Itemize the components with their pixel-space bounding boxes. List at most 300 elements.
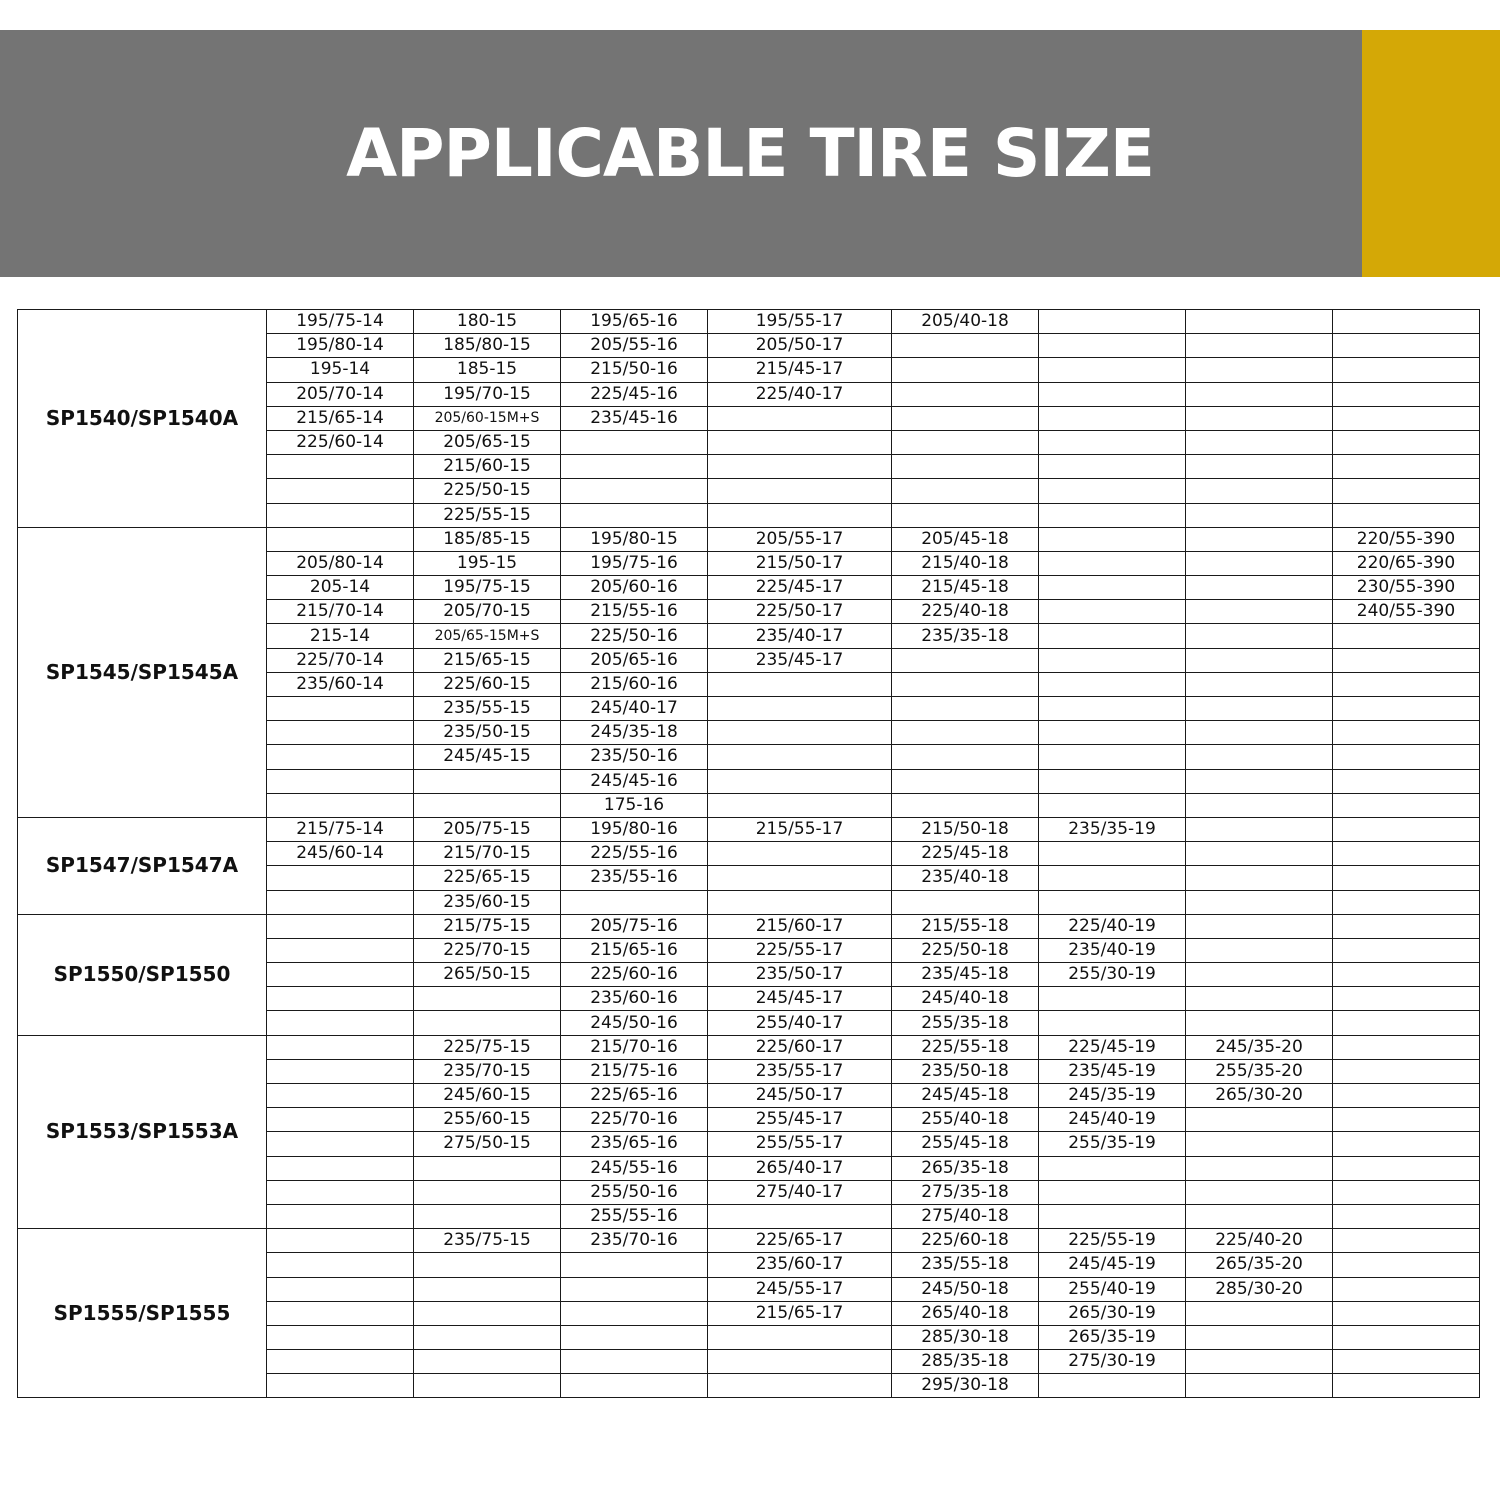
tire-size-table (17, 309, 1480, 1398)
tire-size-cell (1186, 358, 1333, 382)
tire-size-cell: 215/65-17 (708, 1301, 892, 1325)
tire-size-cell (1186, 890, 1333, 914)
tire-size-cell (267, 963, 414, 987)
tire-size-cell (1186, 527, 1333, 551)
tire-size-cell (1186, 1180, 1333, 1204)
tire-size-cell (1039, 600, 1186, 624)
tire-size-cell (1333, 914, 1480, 938)
tire-size-cell (892, 648, 1039, 672)
tire-size-cell (1186, 1374, 1333, 1398)
tire-size-cell: 245/50-17 (708, 1084, 892, 1108)
tire-size-cell (892, 406, 1039, 430)
tire-size-cell (708, 672, 892, 696)
tire-size-cell (1186, 600, 1333, 624)
model-name-cell: SP1553/SP1553A (18, 1035, 267, 1229)
tire-size-cell (1039, 1204, 1186, 1228)
tire-size-cell: 245/45-16 (561, 769, 708, 793)
tire-size-cell (267, 1277, 414, 1301)
tire-size-cell (267, 455, 414, 479)
tire-size-cell (1039, 310, 1186, 334)
tire-size-cell (267, 938, 414, 962)
tire-size-cell (1333, 624, 1480, 648)
tire-size-cell: 185-15 (414, 358, 561, 382)
table-row (18, 914, 1480, 938)
tire-size-cell (561, 1325, 708, 1349)
tire-size-cell (892, 334, 1039, 358)
table-row (18, 527, 1480, 551)
tire-size-cell (1333, 1132, 1480, 1156)
tire-size-cell: 245/35-18 (561, 721, 708, 745)
model-name-cell: SP1555/SP1555 (18, 1229, 267, 1398)
tire-size-cell (267, 1011, 414, 1035)
tire-size-cell (414, 1253, 561, 1277)
tire-size-cell: 245/55-16 (561, 1156, 708, 1180)
tire-size-cell (414, 1325, 561, 1349)
tire-size-cell (1333, 1374, 1480, 1398)
tire-size-cell (1333, 1350, 1480, 1374)
tire-size-cell (1039, 793, 1186, 817)
tire-size-cell: 235/40-19 (1039, 938, 1186, 962)
tire-size-cell (1186, 672, 1333, 696)
tire-size-cell: 225/45-18 (892, 842, 1039, 866)
tire-size-cell (1039, 672, 1186, 696)
tire-size-cell (1039, 1374, 1186, 1398)
tire-size-cell: 225/40-18 (892, 600, 1039, 624)
tire-size-cell (267, 1059, 414, 1083)
tire-size-cell (1333, 334, 1480, 358)
tire-size-cell (892, 503, 1039, 527)
tire-size-cell (561, 503, 708, 527)
tire-size-cell (1186, 455, 1333, 479)
tire-size-cell (1333, 479, 1480, 503)
model-name-cell: SP1547/SP1547A (18, 817, 267, 914)
tire-size-cell (1186, 914, 1333, 938)
tire-size-cell (1333, 382, 1480, 406)
tire-size-cell (267, 1229, 414, 1253)
tire-size-cell (1186, 382, 1333, 406)
tire-size-cell: 225/50-15 (414, 479, 561, 503)
tire-size-cell: 215/60-16 (561, 672, 708, 696)
tire-size-cell (267, 527, 414, 551)
tire-size-cell: 245/40-19 (1039, 1108, 1186, 1132)
tire-size-cell: 215/60-15 (414, 455, 561, 479)
tire-size-cell: 215/40-18 (892, 551, 1039, 575)
tire-size-cell: 235/55-16 (561, 866, 708, 890)
tire-size-cell (267, 745, 414, 769)
tire-size-cell (1333, 866, 1480, 890)
tire-size-cell: 255/60-15 (414, 1108, 561, 1132)
tire-size-cell: 235/50-16 (561, 745, 708, 769)
tire-size-cell: 295/30-18 (892, 1374, 1039, 1398)
tire-size-cell: 205/65-15M+S (414, 624, 561, 648)
tire-size-cell: 215/60-17 (708, 914, 892, 938)
tire-size-cell: 265/30-19 (1039, 1301, 1186, 1325)
tire-size-cell: 245/45-19 (1039, 1253, 1186, 1277)
tire-size-cell (267, 1156, 414, 1180)
tire-size-cell: 255/55-16 (561, 1204, 708, 1228)
tire-size-cell: 225/50-16 (561, 624, 708, 648)
page-title: APPLICABLE TIRE SIZE (346, 115, 1154, 192)
tire-size-cell: 205/65-16 (561, 648, 708, 672)
tire-size-cell (1333, 769, 1480, 793)
tire-size-cell (561, 1277, 708, 1301)
tire-size-cell (1333, 310, 1480, 334)
tire-size-cell (267, 1204, 414, 1228)
tire-size-cell (708, 769, 892, 793)
tire-size-cell: 215/70-14 (267, 600, 414, 624)
tire-size-cell (1333, 793, 1480, 817)
tire-size-cell: 215/55-16 (561, 600, 708, 624)
tire-size-cell: 225/45-19 (1039, 1035, 1186, 1059)
tire-size-table-body (18, 310, 1480, 1398)
tire-size-cell: 195/65-16 (561, 310, 708, 334)
tire-size-cell (1333, 1156, 1480, 1180)
tire-size-cell: 205/75-15 (414, 817, 561, 841)
tire-size-cell: 225/70-15 (414, 938, 561, 962)
tire-size-cell (1333, 455, 1480, 479)
tire-size-cell (1186, 1011, 1333, 1035)
tire-size-cell (267, 769, 414, 793)
tire-size-cell: 195/75-14 (267, 310, 414, 334)
tire-size-cell (1186, 1325, 1333, 1349)
tire-size-cell (1039, 479, 1186, 503)
tire-size-cell (708, 1350, 892, 1374)
model-name-cell: SP1550/SP1550 (18, 914, 267, 1035)
tire-size-cell (267, 987, 414, 1011)
tire-size-cell (708, 890, 892, 914)
tire-size-cell (708, 842, 892, 866)
tire-size-cell: 195/75-15 (414, 576, 561, 600)
tire-size-cell: 175-16 (561, 793, 708, 817)
tire-size-cell: 205/70-14 (267, 382, 414, 406)
tire-size-cell (1333, 1325, 1480, 1349)
tire-size-cell (1039, 551, 1186, 575)
tire-size-cell: 195/80-16 (561, 817, 708, 841)
tire-size-cell: 225/45-16 (561, 382, 708, 406)
tire-size-cell (1039, 503, 1186, 527)
tire-size-cell: 245/45-18 (892, 1084, 1039, 1108)
tire-size-cell: 195-15 (414, 551, 561, 575)
tire-size-cell (267, 1180, 414, 1204)
tire-size-cell (414, 769, 561, 793)
tire-size-cell (1333, 1253, 1480, 1277)
tire-size-cell (892, 455, 1039, 479)
tire-size-cell (267, 1325, 414, 1349)
tire-size-cell (1333, 1084, 1480, 1108)
tire-size-cell: 265/35-19 (1039, 1325, 1186, 1349)
tire-size-cell (1039, 648, 1186, 672)
tire-size-cell: 235/75-15 (414, 1229, 561, 1253)
table-row (18, 310, 1480, 334)
tire-size-cell: 235/60-17 (708, 1253, 892, 1277)
tire-size-cell (1186, 1204, 1333, 1228)
tire-size-cell: 235/55-18 (892, 1253, 1039, 1277)
tire-size-cell (1039, 358, 1186, 382)
tire-size-cell (1039, 527, 1186, 551)
tire-size-cell: 235/60-15 (414, 890, 561, 914)
tire-size-cell (414, 1156, 561, 1180)
tire-size-cell (1333, 817, 1480, 841)
tire-size-cell (1186, 479, 1333, 503)
tire-size-cell (708, 1325, 892, 1349)
tire-size-cell: 215/75-16 (561, 1059, 708, 1083)
tire-size-cell (1039, 1156, 1186, 1180)
tire-size-cell (414, 1180, 561, 1204)
tire-size-cell (1186, 793, 1333, 817)
tire-size-cell (1186, 697, 1333, 721)
tire-size-cell: 185/80-15 (414, 334, 561, 358)
model-name-cell: SP1540/SP1540A (18, 310, 267, 528)
tire-size-cell: 235/55-17 (708, 1059, 892, 1083)
tire-size-cell: 215/70-15 (414, 842, 561, 866)
tire-size-cell (267, 1132, 414, 1156)
tire-size-cell: 225/60-15 (414, 672, 561, 696)
tire-size-cell: 220/55-390 (1333, 527, 1480, 551)
tire-size-cell (1333, 963, 1480, 987)
tire-size-cell (892, 358, 1039, 382)
tire-size-cell (1186, 769, 1333, 793)
tire-size-cell: 235/60-14 (267, 672, 414, 696)
tire-size-cell (1039, 987, 1186, 1011)
tire-size-cell: 225/50-18 (892, 938, 1039, 962)
tire-size-cell: 235/60-16 (561, 987, 708, 1011)
tire-size-cell (267, 866, 414, 890)
tire-size-cell (708, 479, 892, 503)
tire-size-cell (1186, 648, 1333, 672)
tire-size-cell: 225/60-17 (708, 1035, 892, 1059)
tire-size-cell (1333, 1277, 1480, 1301)
tire-size-cell: 265/35-20 (1186, 1253, 1333, 1277)
tire-size-cell (1186, 576, 1333, 600)
tire-size-cell: 225/55-15 (414, 503, 561, 527)
tire-size-cell: 225/40-20 (1186, 1229, 1333, 1253)
tire-size-cell: 215/50-18 (892, 817, 1039, 841)
tire-size-cell (1039, 576, 1186, 600)
tire-size-cell (1333, 938, 1480, 962)
tire-size-cell: 205-14 (267, 576, 414, 600)
tire-size-cell: 215-14 (267, 624, 414, 648)
tire-size-cell: 225/40-17 (708, 382, 892, 406)
tire-size-cell (1186, 430, 1333, 454)
tire-size-cell (414, 793, 561, 817)
tire-size-cell (1333, 745, 1480, 769)
tire-size-cell (1039, 455, 1186, 479)
tire-size-cell (1186, 503, 1333, 527)
tire-size-cell: 245/55-17 (708, 1277, 892, 1301)
tire-size-cell (1186, 817, 1333, 841)
tire-size-cell (1333, 672, 1480, 696)
tire-size-cell: 235/35-19 (1039, 817, 1186, 841)
tire-size-cell (561, 1253, 708, 1277)
tire-size-cell: 225/65-15 (414, 866, 561, 890)
tire-size-cell: 225/60-14 (267, 430, 414, 454)
tire-size-cell (267, 1108, 414, 1132)
tire-size-cell: 245/35-20 (1186, 1035, 1333, 1059)
tire-size-cell (1333, 987, 1480, 1011)
tire-size-cell: 255/35-18 (892, 1011, 1039, 1035)
tire-size-cell (1039, 382, 1186, 406)
tire-size-cell (1333, 1108, 1480, 1132)
tire-size-cell: 235/70-15 (414, 1059, 561, 1083)
tire-size-cell: 215/45-18 (892, 576, 1039, 600)
tire-size-cell: 245/40-17 (561, 697, 708, 721)
tire-size-cell: 255/40-18 (892, 1108, 1039, 1132)
tire-size-cell (708, 793, 892, 817)
tire-size-cell: 225/55-18 (892, 1035, 1039, 1059)
tire-size-cell: 225/55-19 (1039, 1229, 1186, 1253)
tire-size-cell (1333, 1011, 1480, 1035)
tire-size-cell: 215/55-17 (708, 817, 892, 841)
tire-size-cell (561, 1374, 708, 1398)
tire-size-cell (1039, 1180, 1186, 1204)
tire-size-cell: 235/45-16 (561, 406, 708, 430)
tire-size-cell (1039, 624, 1186, 648)
tire-size-cell (561, 455, 708, 479)
tire-size-cell (561, 430, 708, 454)
tire-size-cell: 245/35-19 (1039, 1084, 1186, 1108)
tire-size-cell (1186, 987, 1333, 1011)
tire-size-cell (1186, 1132, 1333, 1156)
tire-size-cell (561, 1350, 708, 1374)
tire-size-cell: 225/60-16 (561, 963, 708, 987)
tire-size-cell (1186, 866, 1333, 890)
tire-size-cell (1186, 1350, 1333, 1374)
tire-size-cell (267, 721, 414, 745)
tire-size-cell: 255/40-17 (708, 1011, 892, 1035)
tire-size-cell: 205/45-18 (892, 527, 1039, 551)
tire-size-cell: 235/65-16 (561, 1132, 708, 1156)
tire-size-cell (708, 406, 892, 430)
tire-size-cell (1039, 721, 1186, 745)
tire-size-cell (267, 890, 414, 914)
tire-size-cell: 205/75-16 (561, 914, 708, 938)
tire-size-cell: 235/45-17 (708, 648, 892, 672)
tire-size-cell (708, 503, 892, 527)
tire-size-cell (1186, 963, 1333, 987)
tire-size-cell: 285/30-18 (892, 1325, 1039, 1349)
tire-size-cell: 255/45-18 (892, 1132, 1039, 1156)
tire-size-cell: 255/35-19 (1039, 1132, 1186, 1156)
tire-size-cell: 225/55-17 (708, 938, 892, 962)
tire-size-cell: 265/40-17 (708, 1156, 892, 1180)
tire-size-cell (892, 745, 1039, 769)
tire-size-cell: 215/65-14 (267, 406, 414, 430)
tire-size-cell (1333, 503, 1480, 527)
tire-size-cell: 205/40-18 (892, 310, 1039, 334)
tire-size-cell (892, 382, 1039, 406)
tire-size-cell (1333, 1059, 1480, 1083)
tire-size-cell: 225/45-17 (708, 576, 892, 600)
tire-size-cell (892, 890, 1039, 914)
tire-size-cell: 205/70-15 (414, 600, 561, 624)
tire-size-cell (267, 1350, 414, 1374)
tire-size-cell: 235/45-18 (892, 963, 1039, 987)
tire-size-cell: 255/45-17 (708, 1108, 892, 1132)
tire-size-cell (1186, 938, 1333, 962)
tire-size-cell: 195/80-14 (267, 334, 414, 358)
tire-size-cell: 205/65-15 (414, 430, 561, 454)
tire-size-cell (1039, 430, 1186, 454)
tire-size-cell: 195/55-17 (708, 310, 892, 334)
tire-size-cell: 225/75-15 (414, 1035, 561, 1059)
tire-size-cell: 215/55-18 (892, 914, 1039, 938)
table-row (18, 1035, 1480, 1059)
tire-size-cell (1186, 551, 1333, 575)
tire-size-cell (1039, 769, 1186, 793)
tire-size-cell: 225/65-17 (708, 1229, 892, 1253)
tire-size-cell (1039, 406, 1186, 430)
tire-size-cell (267, 1374, 414, 1398)
tire-size-cell (1333, 1204, 1480, 1228)
tire-size-cell (1186, 624, 1333, 648)
tire-size-cell (1333, 697, 1480, 721)
tire-size-cell (1039, 842, 1186, 866)
tire-size-cell: 215/50-16 (561, 358, 708, 382)
tire-size-cell: 235/35-18 (892, 624, 1039, 648)
tire-size-cell: 275/35-18 (892, 1180, 1039, 1204)
tire-size-cell (267, 1084, 414, 1108)
tire-size-cell (1333, 1229, 1480, 1253)
tire-size-cell: 180-15 (414, 310, 561, 334)
tire-size-cell (1186, 842, 1333, 866)
table-row (18, 817, 1480, 841)
tire-size-cell (1186, 721, 1333, 745)
tire-size-cell (1039, 697, 1186, 721)
tire-size-cell (1039, 334, 1186, 358)
tire-size-cell (414, 1374, 561, 1398)
tire-size-cell: 205/55-17 (708, 527, 892, 551)
tire-size-cell (561, 1301, 708, 1325)
tire-size-cell (1333, 358, 1480, 382)
tire-size-cell: 275/40-17 (708, 1180, 892, 1204)
tire-size-cell: 195-14 (267, 358, 414, 382)
tire-size-cell (1186, 334, 1333, 358)
tire-size-cell: 205/50-17 (708, 334, 892, 358)
tire-size-cell: 245/50-18 (892, 1277, 1039, 1301)
tire-size-cell: 205/55-16 (561, 334, 708, 358)
tire-size-cell: 215/65-16 (561, 938, 708, 962)
tire-size-cell (1333, 1301, 1480, 1325)
tire-size-cell (267, 479, 414, 503)
tire-size-cell: 265/50-15 (414, 963, 561, 987)
tire-size-cell: 225/65-16 (561, 1084, 708, 1108)
tire-size-cell (1186, 1301, 1333, 1325)
tire-size-cell: 245/50-16 (561, 1011, 708, 1035)
tire-size-cell: 265/30-20 (1186, 1084, 1333, 1108)
tire-size-cell (1186, 310, 1333, 334)
tire-size-cell: 235/70-16 (561, 1229, 708, 1253)
tire-size-cell (267, 1253, 414, 1277)
tire-size-cell: 255/35-20 (1186, 1059, 1333, 1083)
tire-size-cell: 215/75-14 (267, 817, 414, 841)
tire-size-cell: 225/70-14 (267, 648, 414, 672)
tire-size-cell (708, 866, 892, 890)
tire-size-cell: 225/55-16 (561, 842, 708, 866)
tire-size-cell: 225/40-19 (1039, 914, 1186, 938)
tire-size-cell (1186, 1108, 1333, 1132)
tire-size-cell (414, 1350, 561, 1374)
tire-size-cell: 205/60-15M+S (414, 406, 561, 430)
tire-size-cell (414, 1301, 561, 1325)
tire-size-cell: 215/75-15 (414, 914, 561, 938)
tire-size-cell: 265/40-18 (892, 1301, 1039, 1325)
tire-size-cell (1333, 721, 1480, 745)
tire-size-cell: 215/50-17 (708, 551, 892, 575)
tire-size-cell (892, 769, 1039, 793)
tire-size-cell: 240/55-390 (1333, 600, 1480, 624)
tire-size-cell (1333, 430, 1480, 454)
tire-size-cell: 195/75-16 (561, 551, 708, 575)
